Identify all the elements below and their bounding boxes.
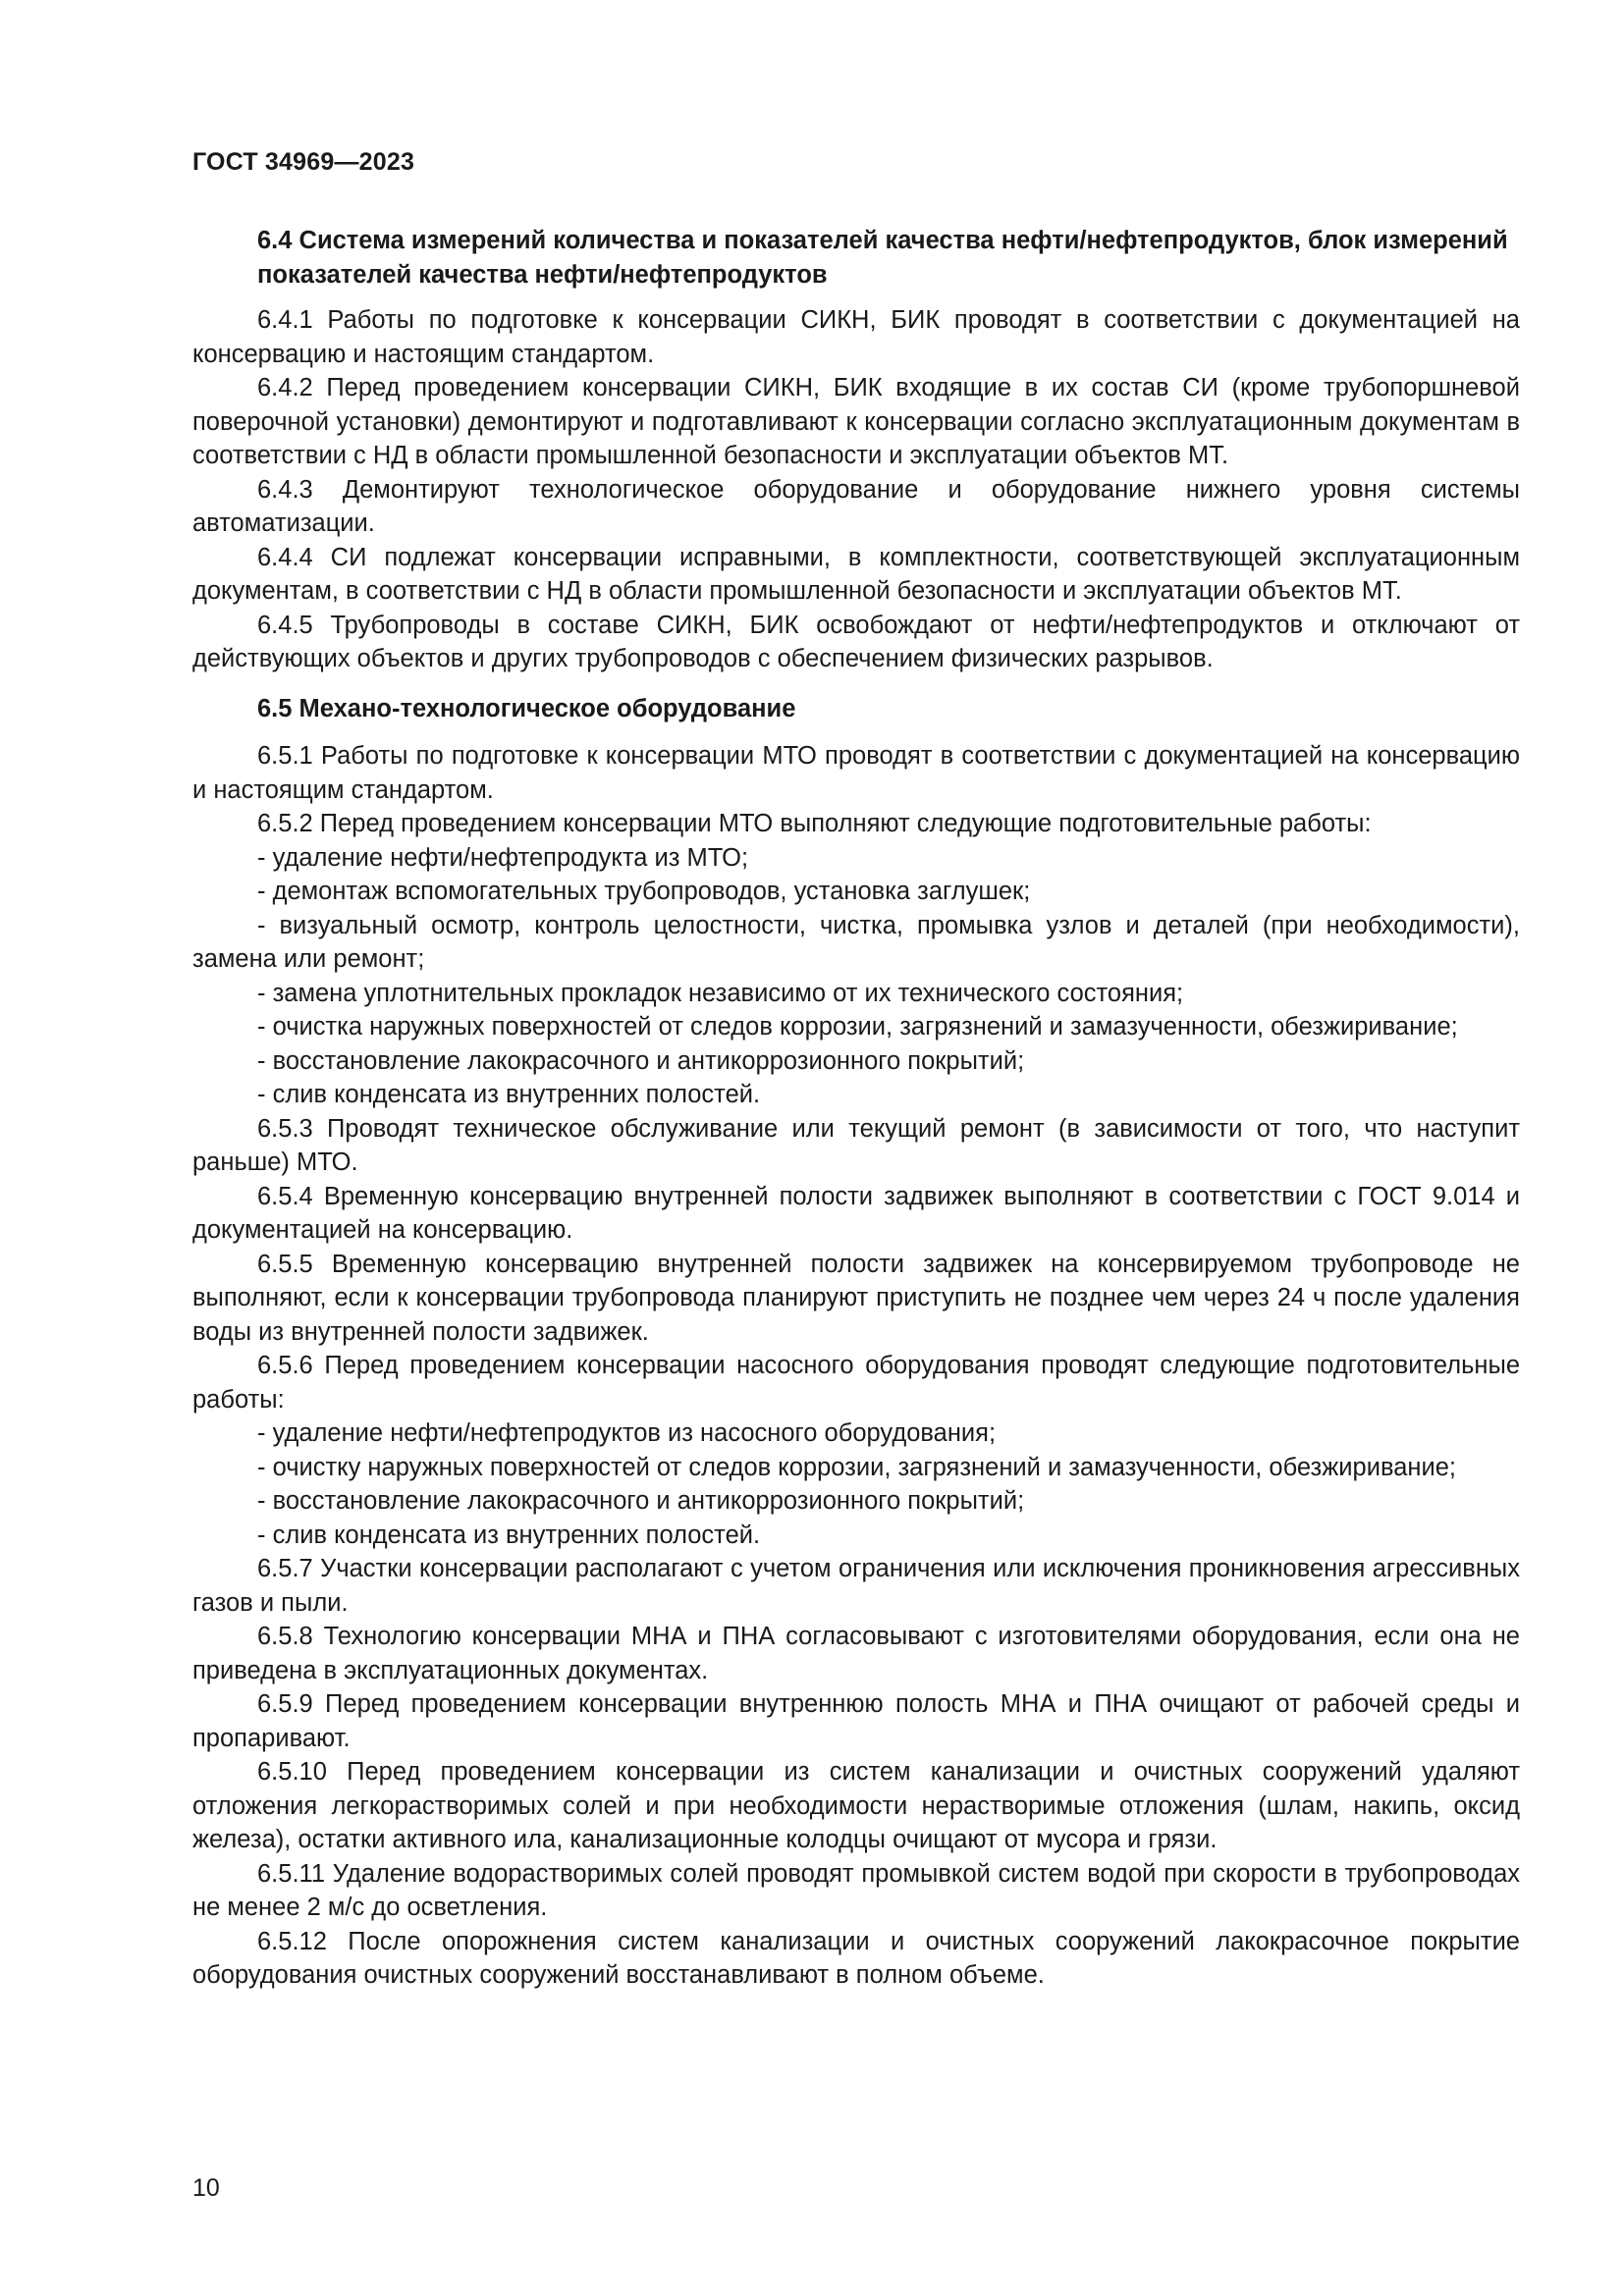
paragraph-6-5-6: 6.5.6 Перед проведением консервации насосного оборудования проводят следующие подготовительные работы: <box>192 1352 1520 1414</box>
paragraph-6-5-9: 6.5.9 Перед проведением консервации внутреннюю полость МНА и ПНА очищают от рабочей среды и пропаривают. <box>192 1690 1520 1752</box>
document-code-header: ГОСТ 34969—2023 <box>192 148 415 176</box>
list-item: - демонтаж вспомогательных трубопроводов, установка заглушек; <box>257 878 1031 905</box>
page-content <box>192 224 1520 1993</box>
paragraph-6-5-2: 6.5.2 Перед проведением консервации МТО выполняют следующие подготовительные работы: <box>257 810 1372 837</box>
paragraph-6-5-8: 6.5.8 Технологию консервации МНА и ПНА согласовывают с изготовителями оборудования, если она не приведена в эксплуатационных документах. <box>192 1623 1520 1684</box>
paragraph-6-5-4: 6.5.4 Временную консервацию внутренней полости задвижек выполняют в соответствии с ГОСТ 9.014 и документацией на консервацию. <box>192 1182 1520 1244</box>
paragraph-6-4-3: 6.4.3 Демонтируют технологическое оборудование и оборудование нижнего уровня системы автоматизации. <box>192 475 1520 537</box>
list-item: - визуальный осмотр, контроль целостности, чистка, промывка узлов и деталей (при необходимости), замена или ремонт; <box>192 911 1520 973</box>
paragraph-6-5-3: 6.5.3 Проводят техническое обслуживание или текущий ремонт (в зависимости от того, что наступит раньше) МТО. <box>192 1114 1520 1176</box>
list-item: - восстановление лакокрасочного и антикоррозионного покрытий; <box>257 1487 1025 1515</box>
paragraph-6-5-11: 6.5.11 Удаление водорастворимых солей проводят промывкой систем водой при скорости в трубопроводах не менее 2 м/с до осветления. <box>192 1859 1520 1921</box>
paragraph-6-5-1: 6.5.1 Работы по подготовке к консервации МТО проводят в соответствии с документацией на консервацию и настоящим стандартом. <box>192 742 1520 804</box>
paragraph-6-4-4: 6.4.4 СИ подлежат консервации исправными, в комплектности, соответствующей эксплуатационным документам, в соответствии с НД в области промышленной безопасности и эксплуатации объектов МТ. <box>192 543 1520 605</box>
section-6-4-heading: 6.4 Система измерений количества и показателей качества нефти/нефтепродуктов, блок измерений показателей качества нефти/нефтепродуктов <box>257 227 1508 289</box>
list-item: - удаление нефти/нефтепродуктов из насосного оборудования; <box>257 1419 997 1447</box>
list-item: - замена уплотнительных прокладок независимо от их технического состояния; <box>257 979 1184 1007</box>
paragraph-6-4-1: 6.4.1 Работы по подготовке к консервации СИКН, БИК проводят в соответствии с документацией на консервацию и настоящим стандартом. <box>192 306 1520 368</box>
paragraph-6-5-5: 6.5.5 Временную консервацию внутренней полости задвижек на консервируемом трубопроводе не выполняют, если к консервации трубопровода планируют приступить не позднее чем через 24 ч после удаления воды из внутренней полости задвижек. <box>192 1250 1520 1346</box>
page-number: 10 <box>192 2174 220 2202</box>
list-item: - восстановление лакокрасочного и антикоррозионного покрытий; <box>257 1046 1025 1075</box>
paragraph-6-5-7: 6.5.7 Участки консервации располагают с учетом ограничения или исключения проникновения агрессивных газов и пыли. <box>192 1555 1520 1617</box>
list-item: - слив конденсата из внутренних полостей. <box>257 1081 761 1108</box>
list-item: - слив конденсата из внутренних полостей. <box>257 1521 761 1549</box>
paragraph-6-5-12: 6.5.12 После опорожнения систем канализации и очистных сооружений лакокрасочное покрытие оборудования очистных сооружений восстанавливают в полном объеме. <box>192 1927 1520 1989</box>
section-6-5-heading: 6.5 Механо-технологическое оборудование <box>257 694 796 722</box>
paragraph-6-4-2: 6.4.2 Перед проведением консервации СИКН, БИК входящие в их состав СИ (кроме трубопоршневой поверочной установки) демонтируют и подготавливают к консервации согласно эксплуатационным документам в соответствии с НД в области промышленной безопасности и эксплуатации объектов МТ. <box>192 374 1520 469</box>
list-item: - очистку наружных поверхностей от следов коррозии, загрязнений и замазученности, обезжиривание; <box>257 1453 1456 1481</box>
paragraph-6-5-10: 6.5.10 Перед проведением консервации из систем канализации и очистных сооружений удаляют отложения легкорастворимых солей и при необходимости нерастворимые отложения (шлам, накипь, оксид железа), остатки активного ила, канализационные колодцы очищают от мусора и грязи. <box>192 1758 1520 1853</box>
paragraph-6-4-5: 6.4.5 Трубопроводы в составе СИКН, БИК освобождают от нефти/нефтепродуктов и отключают от действующих объектов и других трубопроводов с обеспечением физических разрывов. <box>192 611 1520 672</box>
list-item: - очистка наружных поверхностей от следов коррозии, загрязнений и замазученности, обезжиривание; <box>257 1013 1458 1041</box>
list-item: - удаление нефти/нефтепродукта из МТО; <box>257 843 749 872</box>
